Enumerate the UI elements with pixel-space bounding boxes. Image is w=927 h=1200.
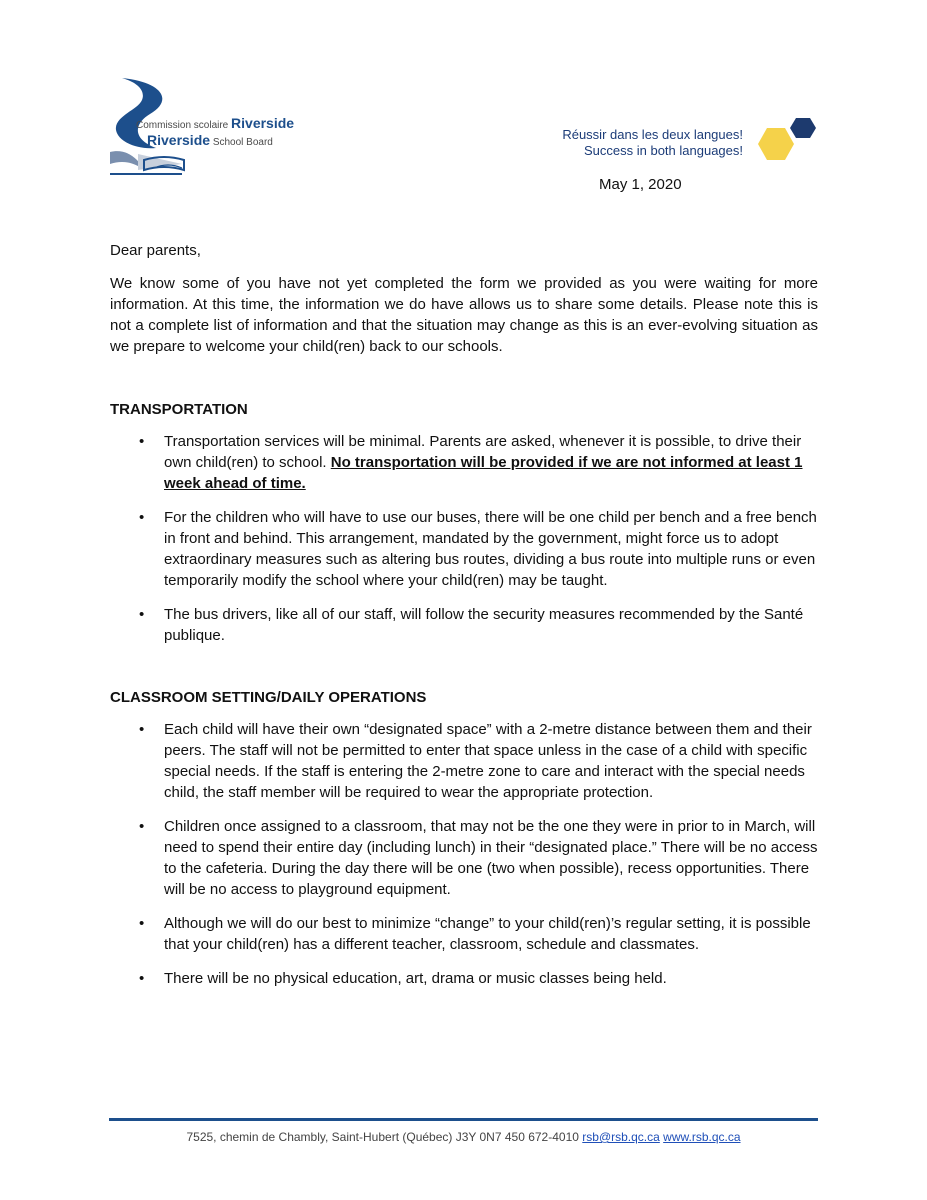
slogan-french: Réussir dans les deux langues! <box>562 127 743 142</box>
footer-website-link[interactable]: www.rsb.qc.ca <box>663 1130 741 1144</box>
footer-divider <box>109 1118 818 1121</box>
intro-paragraph: We know some of you have not yet completed the form we provided as you were waiting for more information. At this time, the information we do have allows us to share some details. Please note this is not a complete list of information and that the situation may change as this is an ever-evolving situation as we prepare to welcome your child(ren) back to our schools. <box>110 275 818 355</box>
list-item: • Transportation services will be minimal. Parents are asked, whenever it is possible, to drive their own child(ren) to school. No transportation will be provided if we are not informed at least 1 week ahead of time. <box>139 433 803 492</box>
bullet-icon: • <box>139 606 145 623</box>
list-item: • Children once assigned to a classroom, that may not be the one they were in prior to in March, will need to spend their entire day (including lunch) in their “designated place.” There will be no access to the cafeteria. During the day there will be one (two when possible), recess opportunities. There will be no access to playground equipment. <box>139 818 818 898</box>
list-item: • For the children who will have to use our buses, there will be one child per bench and a free bench in front and behind. This arrangement, mandated by the government, might force us to adopt extraordinary measures such as altering bus routes, dividing a bus route into multiple runs or even temporarily modify the school where your child(ren) may be taught. <box>139 509 817 589</box>
letter-date: May 1, 2020 <box>599 176 682 193</box>
footer-address: 7525, chemin de Chambly, Saint-Hubert (Québec) J3Y 0N7 450 672-4010 <box>186 1130 579 1144</box>
bullet-icon: • <box>139 509 145 526</box>
letter-body <box>110 240 818 1002</box>
logo-wordmark <box>136 116 294 148</box>
bullet-icon: • <box>139 915 145 932</box>
footer-email-link[interactable]: rsb@rsb.qc.ca <box>582 1130 660 1144</box>
bilingual-slogan <box>562 127 743 159</box>
logo-line-2: Riverside School Board <box>147 132 273 148</box>
section-title-classroom: CLASSROOM SETTING/DAILY OPERATIONS <box>110 689 427 706</box>
list-item: • Although we will do our best to minimize “change” to your child(ren)’s regular setting, it is possible that your child(ren) has a different teacher, classroom, schedule and classmates. <box>139 915 811 953</box>
transportation-list <box>110 431 818 646</box>
logo-line-1: Commission scolaire Riverside <box>136 115 295 131</box>
bullet-icon: • <box>139 721 145 738</box>
list-item: • There will be no physical education, art, drama or music classes being held. <box>139 970 667 987</box>
hexagon-logo-icon <box>754 112 822 172</box>
bullet-icon: • <box>139 970 145 987</box>
emphasis-notice: No transportation will be provided if we are not informed at least 1 week ahead of time. <box>164 454 803 492</box>
classroom-list <box>110 719 818 989</box>
slogan-english: Success in both languages! <box>584 143 743 158</box>
section-title-transportation: TRANSPORTATION <box>110 401 248 418</box>
list-item: • Each child will have their own “designated space” with a 2-metre distance between them and their peers. The staff will not be permitted to enter that space unless in the case of a child with specific special needs. If the staff is entering the 2-metre zone to care and interact with the special needs child, the staff member will be required to wear the appropriate protection. <box>139 721 812 801</box>
bullet-icon: • <box>139 818 145 835</box>
list-item: • The bus drivers, like all of our staff, will follow the security measures recommended by the Santé publique. <box>139 606 804 644</box>
bullet-icon: • <box>139 433 145 450</box>
footer <box>0 1130 927 1144</box>
greeting: Dear parents, <box>110 242 201 259</box>
